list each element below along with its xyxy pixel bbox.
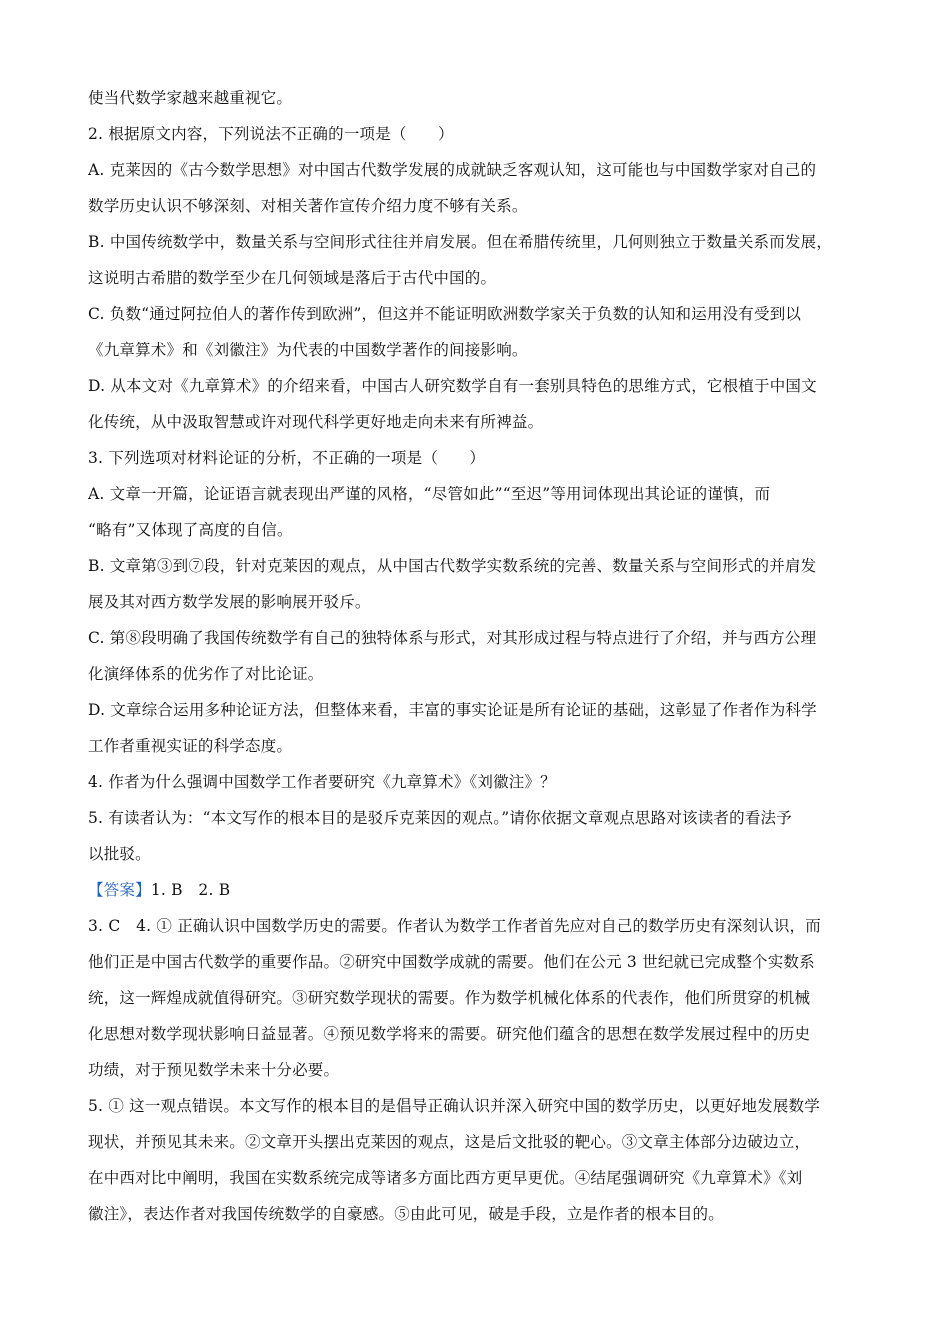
question-2-option-c: C. 负数“通过阿拉伯人的著作传到欧洲”，但这并不能证明欧洲数学家关于负数的认知和运用没有受到以 [88,305,802,323]
answer-1-2: 1. B 2. B [150,881,231,899]
answer-5-cont: 在中西对比中阐明，我国在实数系统完成等诸多方面比西方更早更优。④结尾强调研究《九章算术》《刘 [88,1169,803,1187]
question-3-option-c: C. 第⑧段明确了我国传统数学有自己的独特体系与形式，对其形成过程与特点进行了介绍，并与西方公理 [88,629,817,647]
question-3-option-d: D. 文章综合运用多种论证方法，但整体来看，丰富的事实论证是所有论证的基础，这彰显了作者作为科学 [88,701,817,719]
question-2-option-d-cont: 化传统，从中汲取智慧或许对现代科学更好地走向未来有所裨益。 [88,413,544,431]
question-5-cont: 以批驳。 [88,845,151,863]
answer-4-cont: 他们正是中国古代数学的重要作品。②研究中国数学成就的需要。他们在公元 3 世纪就已完成整个实数系 [88,953,815,971]
answer-3-4: 3. C 4. ① 正确认识中国数学历史的需要。作者认为数学工作者首先应对自己的数学历史有深刻认识，而 [88,917,821,935]
answer-5-cont: 徽注》，表达作者对我国传统数学的自豪感。⑤由此可见，破是手段，立是作者的根本目的。 [88,1205,724,1223]
question-2-option-b: B. 中国传统数学中，数量关系与空间形式往往并肩发展。但在希腊传统里，几何则独立于数量关系而发展， [88,233,833,251]
answer-4-cont: 统，这一辉煌成就值得研究。③研究数学现状的需要。作为数学机械化体系的代表作，他们所贯穿的机械 [88,989,811,1007]
question-3-option-a-cont: “略有”又体现了高度的自信。 [88,521,293,539]
question-3-option-a: A. 文章一开篇，论证语言就表现出严谨的风格，“尽管如此”“至迟”等用词体现出其论证的谨慎，而 [88,485,771,503]
answer-4-cont: 化思想对数学现状影响日益显著。④预见数学将来的需要。研究他们蕴含的思想在数学发展过程中的历史 [88,1025,811,1043]
question-3-option-c-cont: 化演绎体系的优劣作了对比论证。 [88,665,324,683]
question-2-option-d: D. 从本文对《九章算术》的介绍来看，中国古人研究数学自有一套别具特色的思维方式，它根植于中国文 [88,377,817,395]
question-2-stem: 2. 根据原文内容，下列说法不正确的一项是（ ） [88,125,454,143]
question-3-option-b-cont: 展及其对西方数学发展的影响展开驳斥。 [88,593,371,611]
answer-5: 5. ① 这一观点错误。本文写作的根本目的是倡导正确认识并深入研究中国的数学历史，以更好地发展数学 [88,1097,820,1115]
question-2-option-a: A. 克莱因的《古今数学思想》对中国古代数学发展的成就缺乏客观认知，这可能也与中国数学家对自己的 [88,161,817,179]
question-2-option-c-cont: 《九章算术》和《刘徽注》为代表的中国数学著作的间接影响。 [88,341,528,359]
answer-tag: 【答案】 [88,881,151,899]
question-5: 5. 有读者认为：“本文写作的根本目的是驳斥克莱因的观点。”请你依据文章观点思路对该读者的看法予 [88,809,792,827]
question-3-option-b: B. 文章第③到⑦段，针对克莱因的观点，从中国古代数学实数系统的完善、数量关系与空间形式的并肩发 [88,557,817,575]
question-2-option-b-cont: 这说明古希腊的数学至少在几何领域是落后于古代中国的。 [88,269,497,287]
question-3-stem: 3. 下列选项对材料论证的分析，不正确的一项是（ ） [88,449,486,467]
question-4: 4. 作者为什么强调中国数学工作者要研究《九章算术》《刘徽注》？ [88,773,556,791]
question-2-option-a-cont: 数学历史认识不够深刻、对相关著作宣传介绍力度不够有关系。 [88,197,528,215]
question-3-option-d-cont: 工作者重视实证的科学态度。 [88,737,293,755]
document-page [88,80,868,1232]
text-line: 使当代数学家越来越重视它。 [88,89,293,107]
answer-line [88,872,868,908]
answer-4-cont: 功绩，对于预见数学未来十分必要。 [88,1061,340,1079]
answer-5-cont: 现状，并预见其未来。②文章开头摆出克莱因的观点，这是后文批驳的靶心。③文章主体部分边破边立， [88,1133,811,1151]
